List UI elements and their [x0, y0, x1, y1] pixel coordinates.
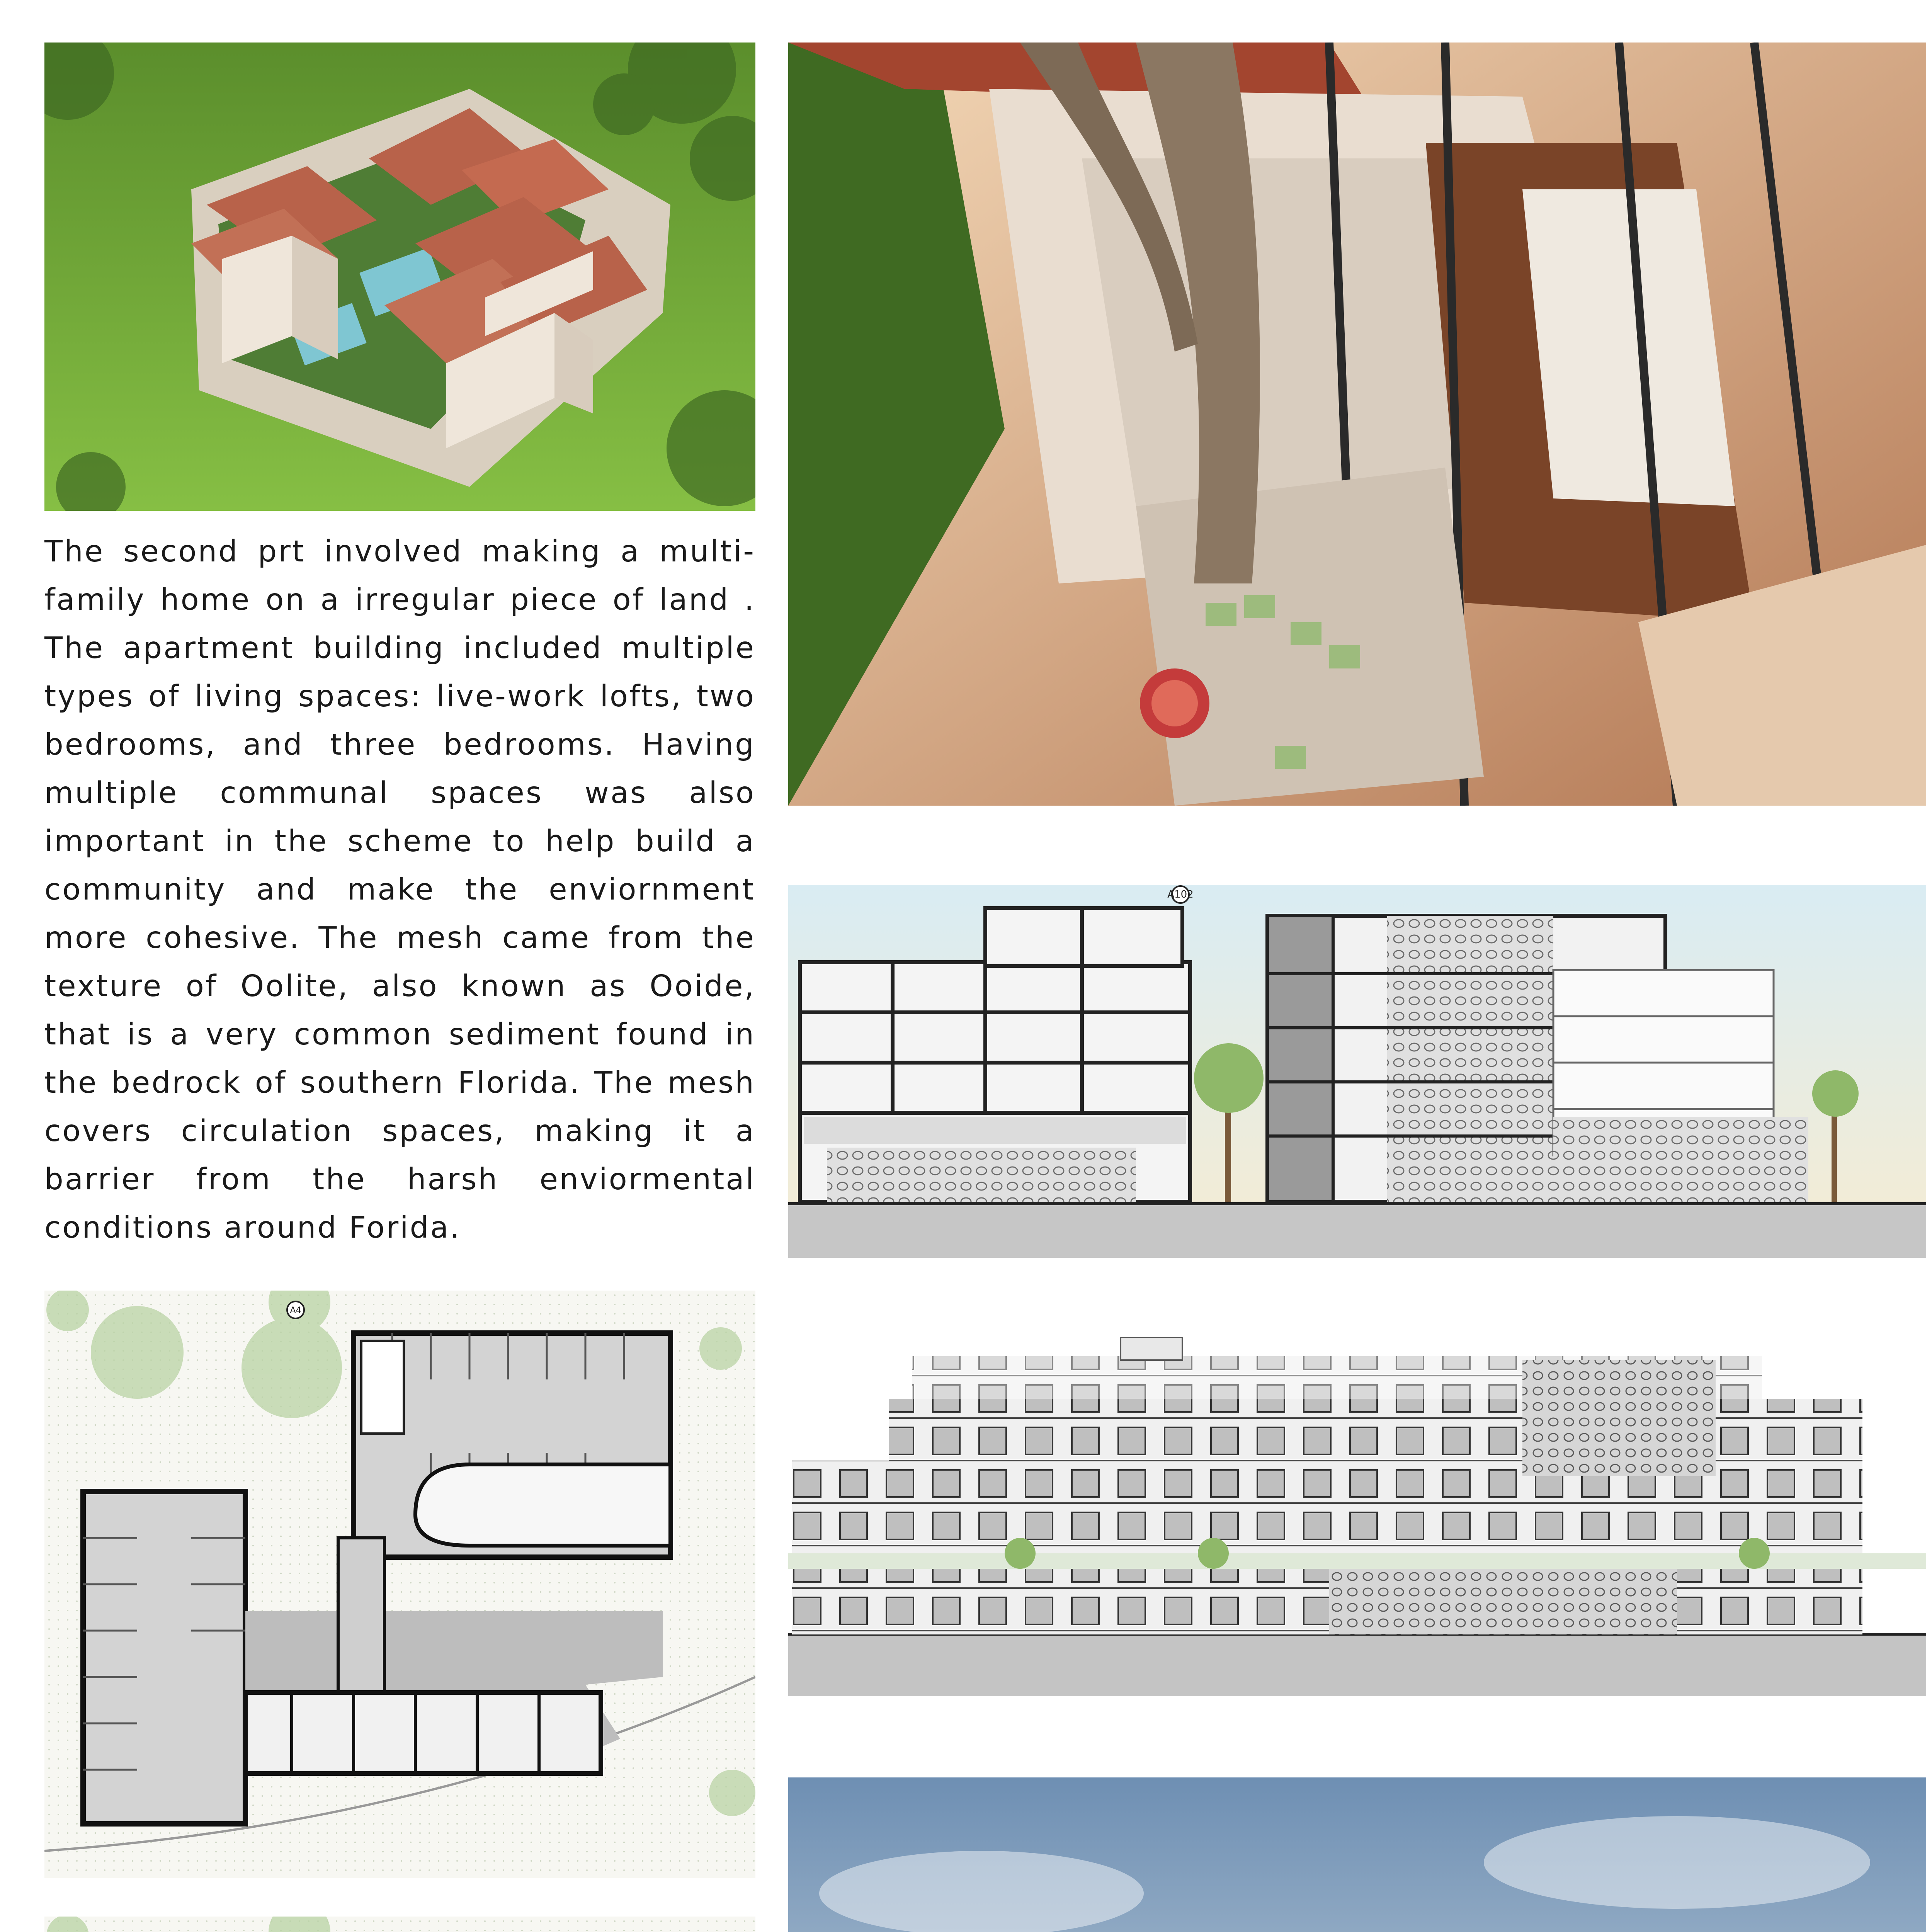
drawing-icon	[788, 885, 1926, 1258]
drawing-icon	[44, 1917, 755, 1932]
exterior-rendering-photo	[788, 1777, 1926, 1932]
photo-icon	[788, 43, 1926, 806]
section-tag: A102	[1167, 889, 1194, 900]
drawing-icon	[788, 1337, 1926, 1696]
photo-icon	[788, 1777, 1926, 1932]
project-description: The second prt involved making a multi-family home on a irregular piece of land . The apartment building included multiple types of living spaces: live-work lofts, two bedrooms, and three bedrooms. Having multiple communal spaces was also important in the scheme to help build a community and make the enviornment more cohesive. The mesh came from the texture of Oolite, also known as Ooide, that is a very common sediment found in the bedrock of southern Florida. The mesh covers circulation spaces, making it a barrier from the harsh enviormental conditions around Forida.	[44, 534, 755, 1245]
building-elevation-drawing	[788, 1337, 1926, 1696]
photo-icon	[44, 43, 755, 511]
drawing-icon	[44, 1291, 755, 1878]
building-section-drawing	[788, 885, 1926, 1258]
aerial-rendering-photo	[44, 43, 755, 511]
courtyard-rendering-photo	[788, 43, 1926, 806]
plan-tag: A4	[290, 1306, 301, 1315]
upper-floor-plan-drawing	[44, 1917, 755, 1932]
ground-floor-plan-drawing	[44, 1291, 755, 1878]
